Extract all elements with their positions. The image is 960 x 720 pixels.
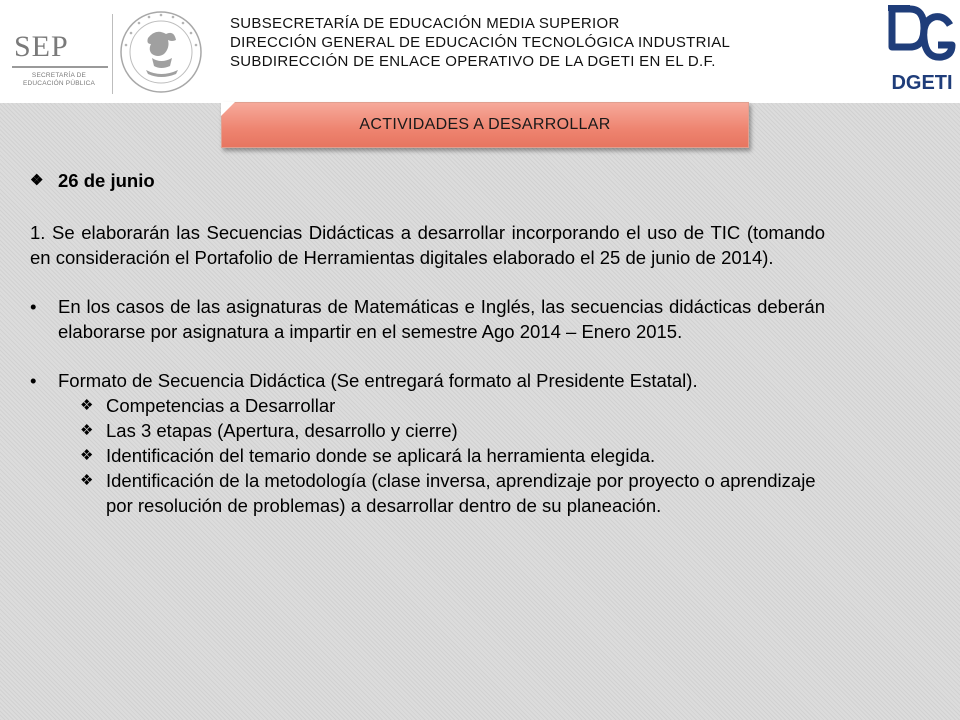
header-bar: [0, 0, 960, 103]
header-line-3: SUBDIRECCIÓN DE ENLACE OPERATIVO DE LA DGETI EN EL D.F.: [230, 53, 716, 70]
sub-item: [30, 443, 825, 468]
sep-logo-subtitle-2: EDUCACIÓN PÚBLICA: [22, 80, 96, 87]
sep-logo-rule: [12, 66, 108, 69]
bullet-item-1: [30, 294, 825, 344]
banner-title: ACTIVIDADES A DESARROLLAR: [359, 116, 611, 133]
bullet-dot-icon: •: [30, 370, 37, 391]
diamond-bullet-icon: ❖: [80, 472, 94, 489]
section-banner: [221, 102, 749, 148]
header-line-1: SUBSECRETARÍA DE EDUCACIÓN MEDIA SUPERIOR: [230, 15, 620, 32]
diamond-bullet-icon: ❖: [80, 422, 94, 439]
diamond-bullet-icon: ❖: [30, 172, 44, 189]
sep-logo-subtitle-1: SECRETARÍA DE: [31, 72, 87, 79]
dgeti-logo-text: DGETI: [891, 72, 953, 94]
sub-item-text: Las 3 etapas (Apertura, desarrollo y cierre): [106, 420, 458, 441]
bullet-1-text: En los casos de las asignaturas de Matemáticas e Inglés, las secuencias didácticas deberán elaborarse por asignatura a impartir en el semestre Ago 2014 – Enero 2015.: [58, 296, 825, 342]
header-titles: [230, 14, 730, 71]
bullet-dot-icon: •: [30, 296, 37, 317]
slide-content: [30, 168, 825, 518]
paragraph-1: 1. Se elaborarán las Secuencias Didácticas a desarrollar incorporando el uso de TIC (tomando en consideración el Portafolio de Herramientas digitales elaborado el 25 de junio de 2014).: [30, 222, 825, 268]
dgeti-logo-icon: [884, 3, 960, 95]
sub-item-text: Identificación del temario donde se aplicará la herramienta elegida.: [106, 445, 656, 466]
sub-item-text: Competencias a Desarrollar: [106, 395, 336, 416]
date-text: 26 de junio: [58, 170, 155, 191]
header-line-2: DIRECCIÓN GENERAL DE EDUCACIÓN TECNOLÓGICA INDUSTRIAL: [230, 34, 731, 51]
bullet-2-text: Formato de Secuencia Didáctica (Se entregará formato al Presidente Estatal).: [58, 370, 698, 391]
bullet-item-2: [30, 368, 825, 393]
logo-divider: [112, 14, 113, 94]
sub-item: [30, 418, 825, 443]
diamond-bullet-icon: ❖: [80, 397, 94, 414]
sub-item: [30, 468, 825, 518]
sub-item: [30, 393, 825, 418]
sep-logo-text: SEP: [14, 30, 69, 63]
diamond-bullet-icon: ❖: [80, 447, 94, 464]
sub-item-text: Identificación de la metodología (clase inversa, aprendizaje por proyecto o aprendizaje por resolución de problemas) a desarrollar dentro de su planeación.: [106, 470, 816, 516]
banner-notch: [221, 102, 235, 116]
date-heading: [30, 168, 825, 193]
national-seal-icon: [118, 8, 204, 96]
